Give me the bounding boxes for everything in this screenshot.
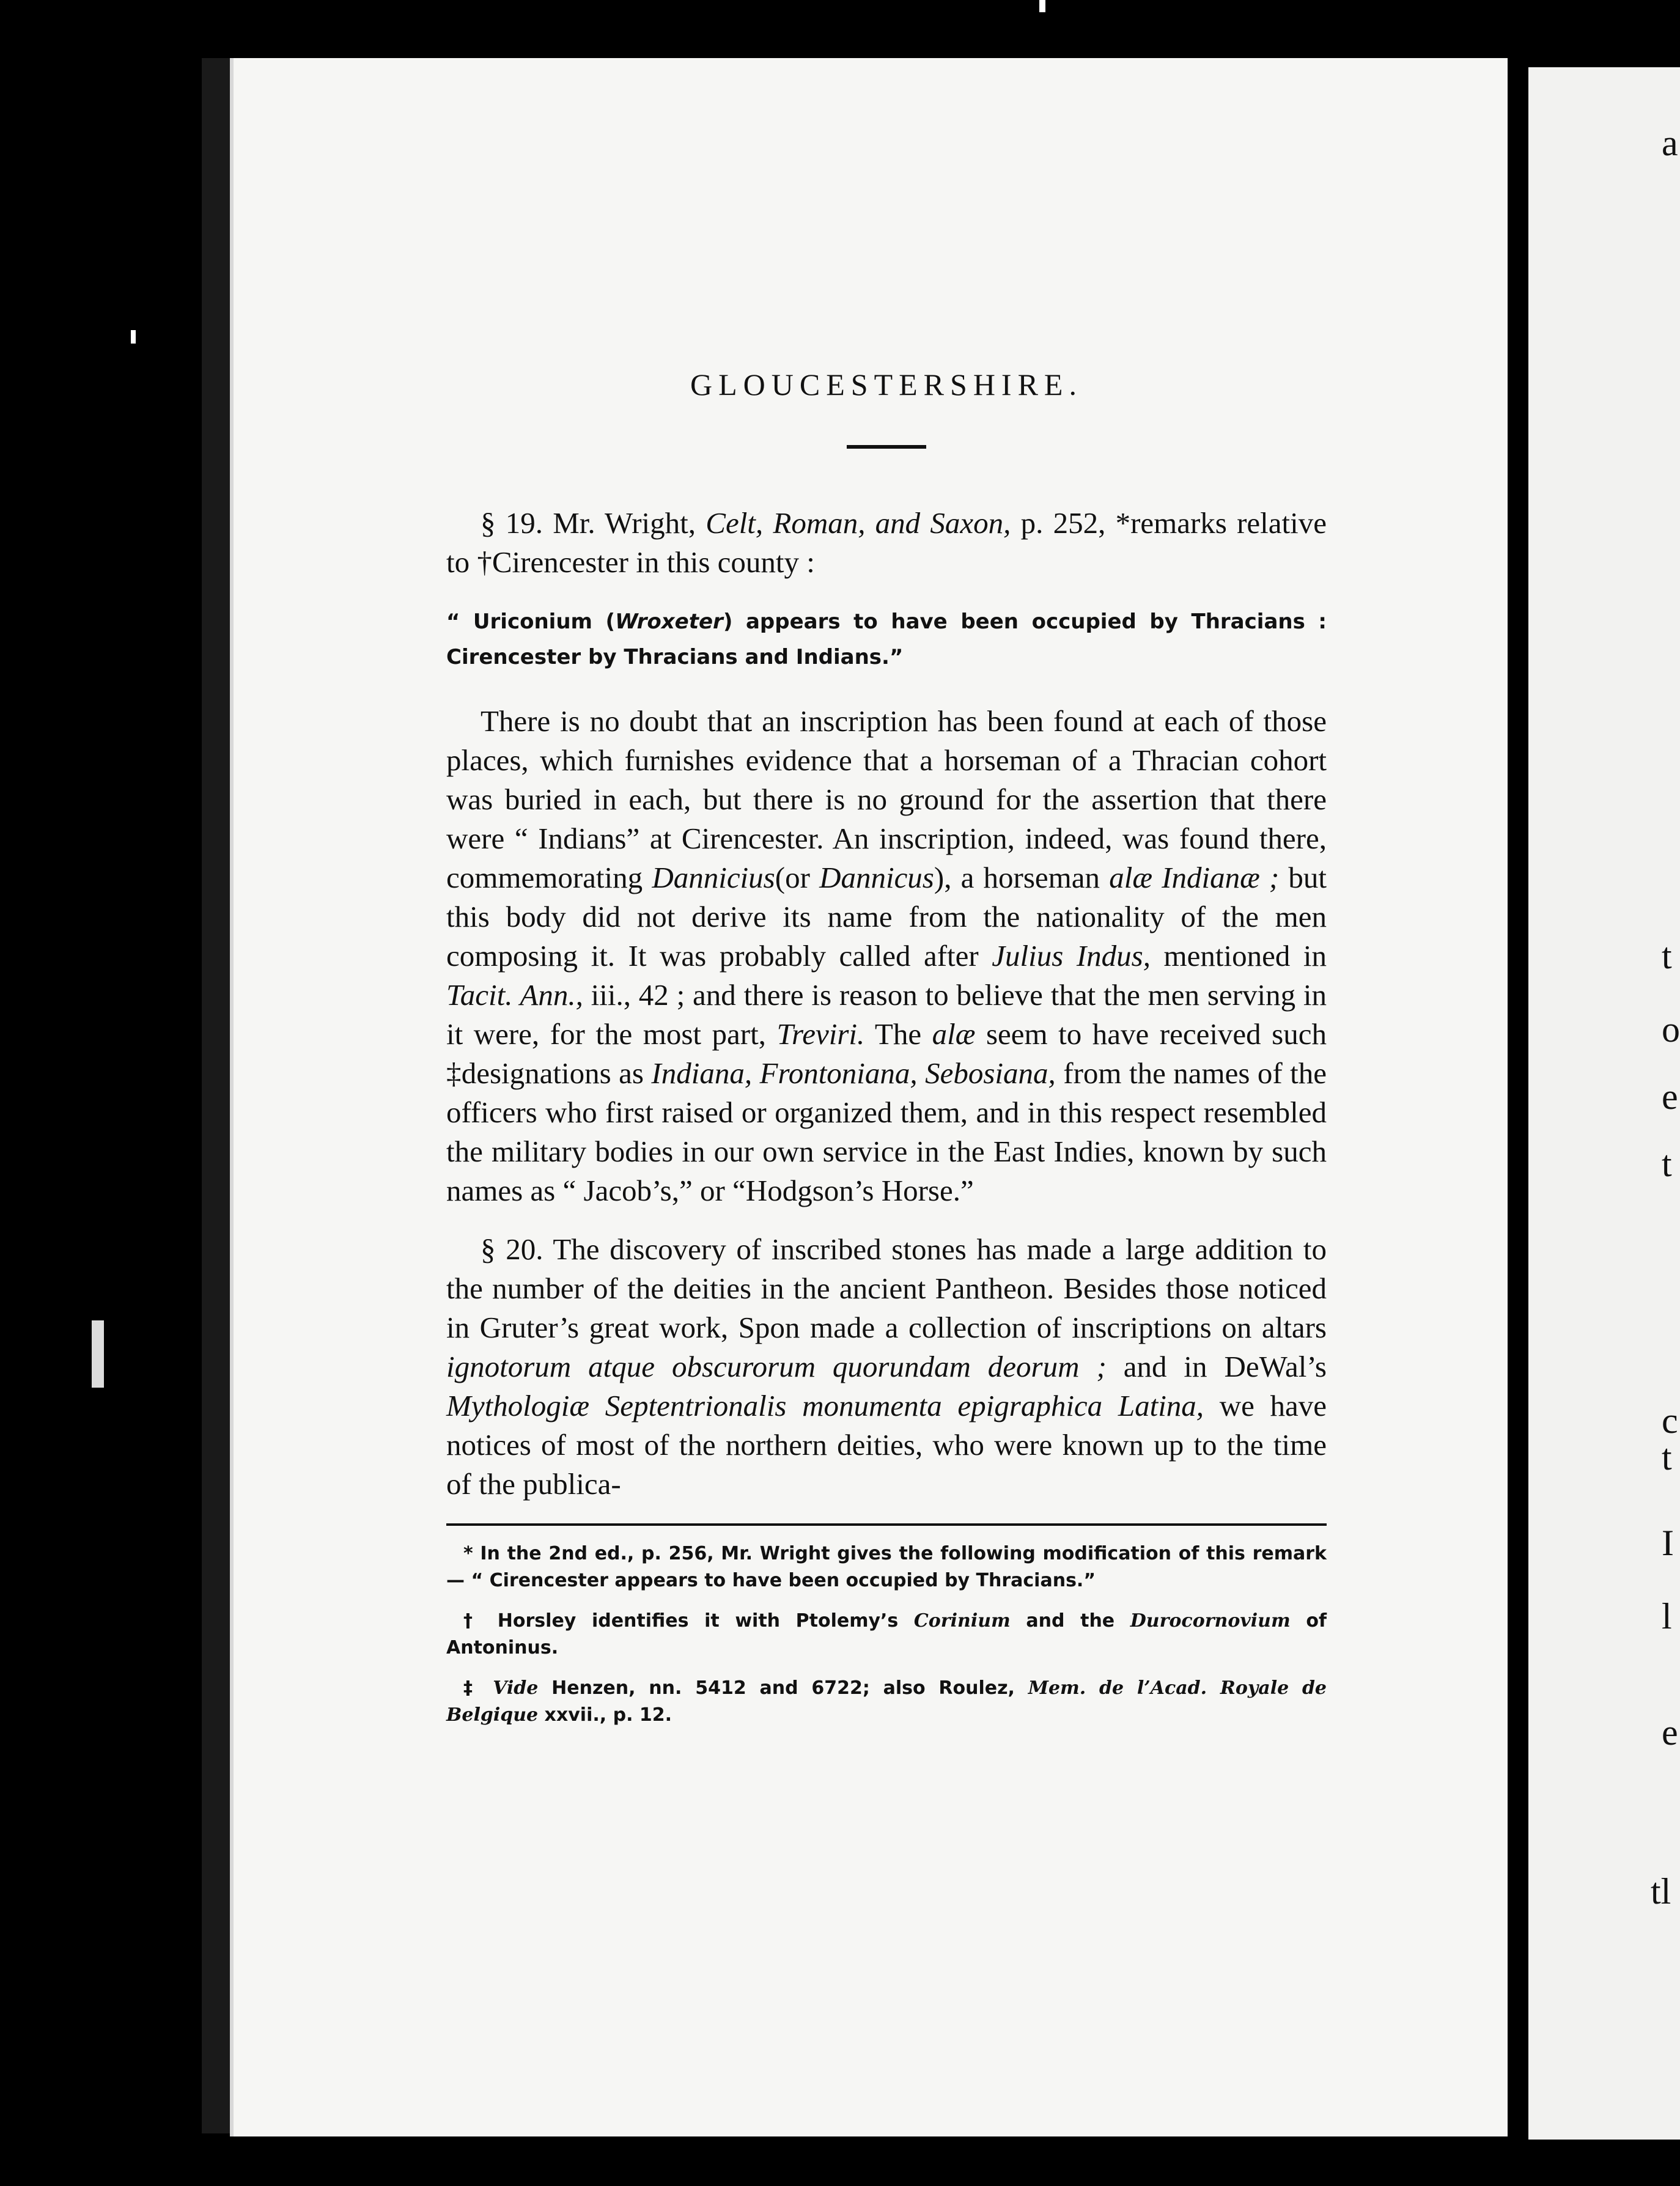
page-content — [446, 367, 1327, 1742]
facing-page-fragment: o — [1662, 1009, 1680, 1050]
footnote-dagger: † Horsley identifies it with Ptolemy’s Corinium and the Durocornovium of Antoninus. — [446, 1610, 1327, 1658]
block-quote: “ Uriconium (Wroxeter) appears to have been occupied by Thracians : Cirencester by Thracians and Indians.” — [446, 609, 1327, 669]
facing-page-fragment: l — [1662, 1596, 1672, 1636]
section-19-body: There is no doubt that an inscription has been found at each of those places, which furnishes evidence that a horseman of a Thracian cohort was buried in each, but there is no ground for the assertion that there were “ Indians” at Cirencester. An inscription, indeed, was found there, commemorating Dannicius(or Dannicus), a horseman alæ Indianæ ; but this body did not derive its name from the nationality of the men composing it. It was probably called after Julius Indus, mentioned in Tacit. Ann., iii., 42 ; and there is reason to believe that the men serving in it were, for the most part, Treviri. The alæ seem to have received such ‡designations as Indiana, Frontoniana, Sebosiana, from the names of the officers who first raised or organized them, and in this respect resembled the military bodies in our own service in the East Indies, known by such names as “ Jacob’s,” or “Hodgson’s Horse.” — [446, 704, 1327, 1207]
facing-page-fragment: t — [1662, 1437, 1672, 1478]
facing-page-fragment: t — [1662, 1144, 1672, 1184]
footnote-rule — [446, 1523, 1327, 1526]
facing-page-fragment: tl — [1651, 1871, 1671, 1912]
facing-page-edge — [1528, 67, 1680, 2140]
facing-page-fragment: e — [1662, 1712, 1678, 1753]
section-number: § 19. — [481, 506, 543, 540]
heading-rule — [847, 445, 926, 449]
book-spine-shadow — [202, 58, 232, 2133]
scan-speck — [1039, 0, 1045, 12]
section-number: § 20. — [481, 1232, 543, 1266]
footnote-asterisk: * In the 2nd ed., p. 256, Mr. Wright gives the following modification of this remark— “ Cirencester appears to have been occupied by Thracians.” — [446, 1543, 1327, 1591]
book-title: Celt, Roman, and Saxon, — [706, 506, 1011, 540]
facing-page-fragment: c — [1662, 1400, 1678, 1441]
footnote-double-dagger: ‡ Vide Henzen, nn. 5412 and 6722; also Roulez, Mem. de l’Acad. Royale de Belgique xxvii., p. 12. — [446, 1677, 1327, 1726]
section-20-body: § 20. The discovery of inscribed stones has made a large addition to the number of the deities in the ancient Pantheon. Besides those noticed in Gruter’s great work, Spon made a collection of inscriptions on altars ignotorum atque obscurorum quorundam deorum ; and in DeWal’s Mythologiæ Septentrionalis monumenta epigraphica Latina, we have notices of most of the northern deities, who were known up to the time of the publica- — [446, 1232, 1327, 1501]
page-title: GLOUCESTERSHIRE. — [690, 367, 1083, 402]
section-19-intro: § 19. Mr. Wright, Celt, Roman, and Saxon, p. 252, *remarks relative to †Cirencester in this county : — [446, 506, 1327, 579]
scan-speck — [92, 1320, 104, 1388]
facing-page-fragment: I — [1662, 1523, 1674, 1563]
facing-page-fragment: e — [1662, 1076, 1678, 1117]
facing-page-fragment: a — [1662, 123, 1678, 163]
facing-page-fragment: t — [1662, 936, 1672, 976]
scan-speck — [131, 330, 136, 344]
